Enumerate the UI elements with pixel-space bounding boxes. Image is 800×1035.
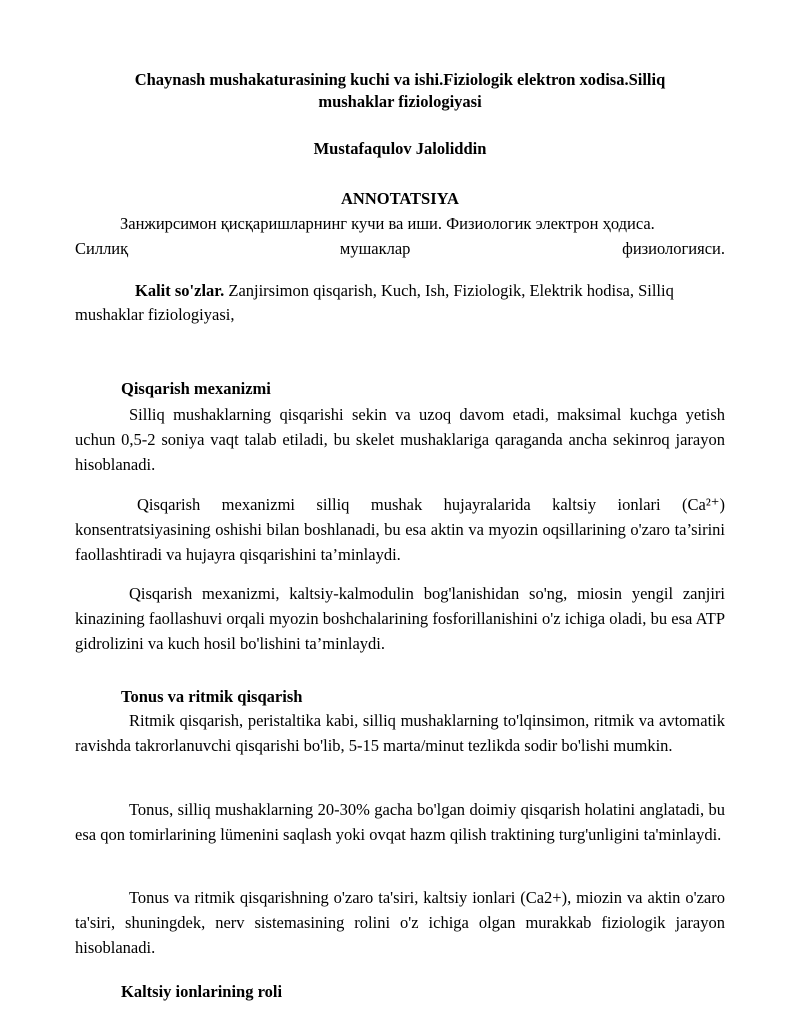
annotation-word-1: Силлиқ [75,239,129,258]
paragraph-text: Tonus va ritmik qisqarishning o'zaro ta'siri, kaltsiy ionlari (Ca2+), miozin va aktin o'zaro ta'siri, shuningdek, nerv sistemasining rolini o'z ichiga olgan murakkab fiziologik jarayon hisoblanadi. [75,888,725,957]
section-2-paragraph-2 [75,797,725,847]
section-2-paragraph-3 [75,885,725,960]
section-heading-contraction-mechanism: Qisqarish mexanizmi [121,379,271,398]
keywords-paragraph [75,279,725,327]
annotation-word-2: мушаклар [339,239,411,258]
annotation-text [75,211,725,261]
section-1-paragraph-1 [75,402,725,477]
section-heading-calcium-role: Kaltsiy ionlarining roli [121,982,283,1001]
keywords-label: Kalit so'zlar. [135,281,225,300]
paper-title-line-1: Chaynash mushakaturasining kuchi va ishi.Fiziologik elektron xodisa.Silliq [134,70,666,89]
paragraph-text: Tonus, silliq mushaklarning 20-30% gacha bo'lgan doimiy qisqarish holatini anglatadi, bu esa qon tomirlarining lümenini saqlash yoki ovqat hazm qilish traktining turg'unligini ta'minlaydi. [75,800,725,844]
paper-title-line-2: mushaklar fiziologiyasi [318,92,482,111]
section-1-paragraph-3 [75,581,725,656]
author-name: Mustafaqulov Jaloliddin [313,139,487,158]
annotation-word-3: физиологияси. [622,239,725,258]
annotation-line-2 [75,236,725,261]
paragraph-text: Ritmik qisqarish, peristaltika kabi, silliq mushaklarning to'lqinsimon, ritmik va avtomatik ravishda takrorlanuvchi qisqarishi bo'lib, 5-15 marta/minut tezlikda sodir bo'lishi mumkin. [75,711,725,755]
annotation-line-1: Занжирсимон қисқаришларнинг кучи ва иши. Физиологик электрон ҳодиса. [120,214,655,233]
section-1-paragraph-2 [75,492,725,567]
paragraph-text: Silliq mushaklarning qisqarishi sekin va uzoq davom etadi, maksimal kuchga yetish uchun 0,5-2 soniya vaqt talab etiladi, bu skelet mushaklariga qaraganda ancha sekinroq jarayon hisoblanadi. [75,405,725,474]
keywords-text: Zanjirsimon qisqarish, Kuch, Ish, Fiziologik, Elektrik hodisa, Silliq mushaklar fiziologiyasi, [75,281,674,324]
section-2-paragraph-1 [75,708,725,758]
paper-title [75,69,725,113]
paragraph-text: Qisqarish mexanizmi silliq mushak hujayralarida kaltsiy ionlari (Ca²⁺) konsentratsiyasining oshishi bilan boshlanadi, bu esa aktin va myozin oqsillarining o'zaro ta’sirini faollashtiradi va hujayra qisqarishini ta’minlaydi. [75,495,725,564]
paragraph-text: Qisqarish mexanizmi, kaltsiy-kalmodulin bog'lanishidan so'ng, miosin yengil zanjiri kinazining faollashuvi orqali myozin boshchalarining fosforillanishini o'z ichiga oladi, bu esa ATP gidrolizini va kuch hosil bo'lishini ta’minlaydi. [75,584,725,653]
annotation-heading: ANNOTATSIYA [341,189,459,208]
section-heading-tonus-rhythmic: Tonus va ritmik qisqarish [121,687,303,706]
